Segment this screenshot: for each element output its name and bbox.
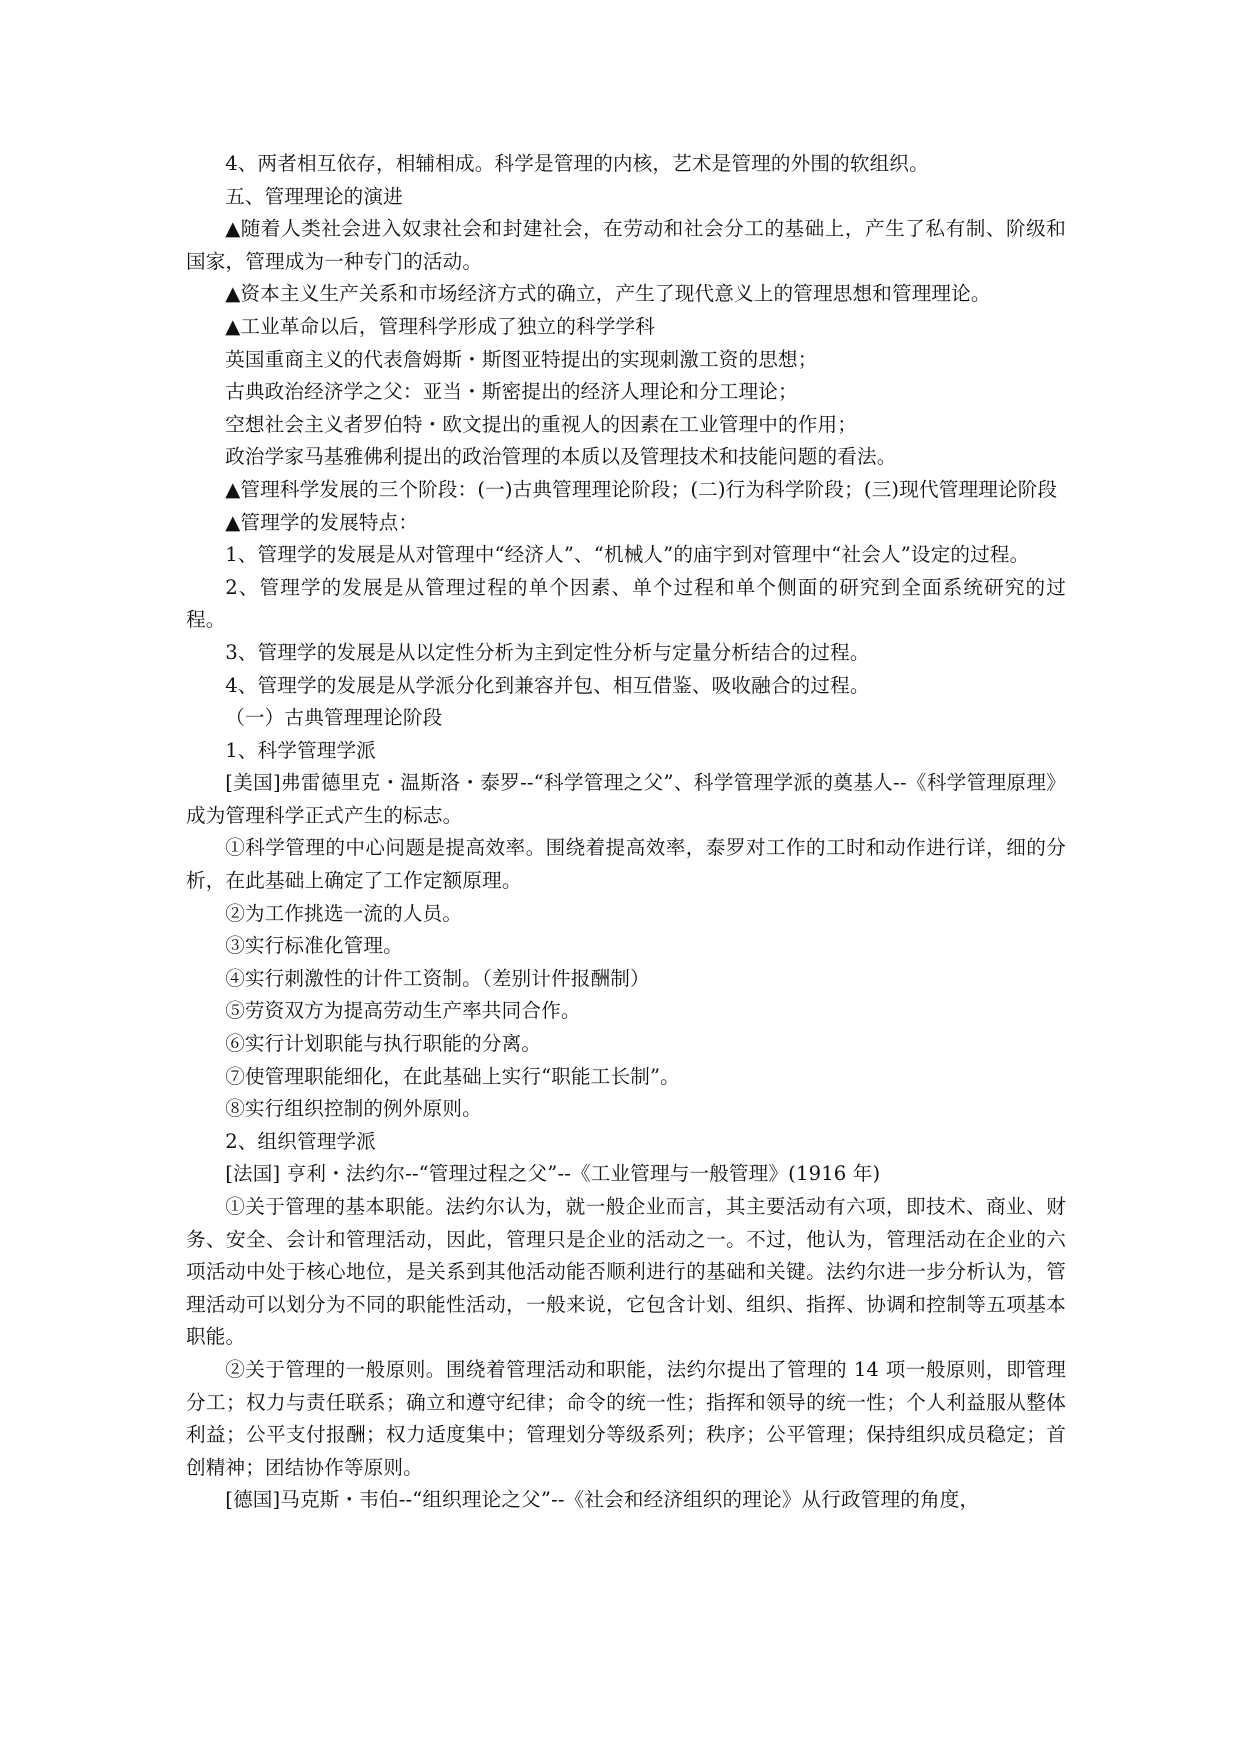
paragraph: ▲管理学的发展特点： [225, 510, 419, 534]
document-body [186, 148, 1066, 1517]
paragraph: ▲管理科学发展的三个阶段：(一)古典管理理论阶段；(二)行为科学阶段；(三)现代管理理论阶段 [225, 477, 1058, 501]
paragraph: ⑦使管理职能细化，在此基础上实行“职能工长制”。 [225, 1064, 680, 1088]
paragraph: ④实行刺激性的计件工资制。（差别计件报酬制） [225, 966, 650, 990]
subsection-heading: 2、组织管理学派 [225, 1129, 377, 1153]
paragraph: ①科学管理的中心问题是提高效率。围绕着提高效率，泰罗对工作的工时和动作进行详，细的分析，在此基础上确定了工作定额原理。 [186, 836, 1066, 893]
paragraph: ▲随着人类社会进入奴隶社会和封建社会，在劳动和社会分工的基础上，产生了私有制、阶级和国家，管理成为一种专门的活动。 [186, 217, 1066, 273]
paragraph: [法国] 亨利・法约尔--“管理过程之父”--《工业管理与一般管理》(1916 年) [225, 1162, 881, 1186]
paragraph: 古典政治经济学之父：亚当・斯密提出的经济人理论和分工理论； [225, 380, 798, 404]
paragraph: ⑧实行组织控制的例外原则。 [225, 1097, 482, 1121]
paragraph: 4、两者相互依存，相辅相成。科学是管理的内核，艺术是管理的外围的软组织。 [225, 152, 929, 175]
section-heading: 五、管理理论的演进 [225, 184, 403, 208]
paragraph: 2、管理学的发展是从管理过程的单个因素、单个过程和单个侧面的研究到全面系统研究的过程。 [186, 575, 1066, 632]
section-heading: （一）古典管理理论阶段 [225, 706, 443, 730]
paragraph: [德国]马克斯・韦伯--“组织理论之父”--《社会和经济组织的理论》从行政管理的角度， [225, 1488, 980, 1512]
subsection-heading: 1、科学管理学派 [225, 738, 377, 762]
paragraph: 英国重商主义的代表詹姆斯・斯图亚特提出的实现刺激工资的思想； [225, 347, 818, 371]
paragraph: ②为工作挑选一流的人员。 [225, 901, 463, 925]
paragraph: ▲工业革命以后，管理科学形成了独立的科学学科 [225, 314, 656, 338]
paragraph: 政治学家马基雅佛利提出的政治管理的本质以及管理技术和技能问题的看法。 [225, 445, 897, 469]
paragraph: 4、管理学的发展是从学派分化到兼容并包、相互借鉴、吸收融合的过程。 [225, 673, 870, 697]
paragraph: ▲资本主义生产关系和市场经济方式的确立，产生了现代意义上的管理思想和管理理论。 [225, 282, 991, 306]
paragraph: ③实行标准化管理。 [225, 934, 403, 958]
paragraph: 3、管理学的发展是从以定性分析为主到定性分析与定量分析结合的过程。 [225, 640, 870, 664]
paragraph: ②关于管理的一般原则。围绕着管理活动和职能，法约尔提出了管理的 14 项一般原则，即管理分工；权力与责任联系；确立和遵守纪律；命令的统一性；指挥和领导的统一性；个人利益服从整体利益；公平支付报酬；权力适度集中；管理划分等级系列；秩序；公平管理；保持组织成员稳定；首创精神；团结协作等原则。 [186, 1357, 1066, 1479]
paragraph: 空想社会主义者罗伯特・欧文提出的重视人的因素在工业管理中的作用； [225, 412, 857, 436]
paragraph: ⑥实行计划职能与执行职能的分离。 [225, 1032, 542, 1056]
paragraph: 1、管理学的发展是从对管理中“经济人”、“机械人”的庙宇到对管理中“社会人”设定的过程。 [225, 543, 1030, 567]
paragraph: ⑤劳资双方为提高劳动生产率共同合作。 [225, 999, 581, 1023]
paragraph: ①关于管理的基本职能。法约尔认为，就一般企业而言，其主要活动有六项，即技术、商业、财务、安全、会计和管理活动，因此，管理只是企业的活动之一。不过，他认为，管理活动在企业的六项活动中处于核心地位，是关系到其他活动能否顺利进行的基础和关键。法约尔进一步分析认为，管理活动可以划分为不同的职能性活动，一般来说，它包含计划、组织、指挥、协调和控制等五项基本职能。 [186, 1195, 1066, 1349]
paragraph: [美国]弗雷德里克・温斯洛・泰罗--“科学管理之父”、科学管理学派的奠基人--《科学管理原理》成为管理科学正式产生的标志。 [186, 771, 1066, 827]
